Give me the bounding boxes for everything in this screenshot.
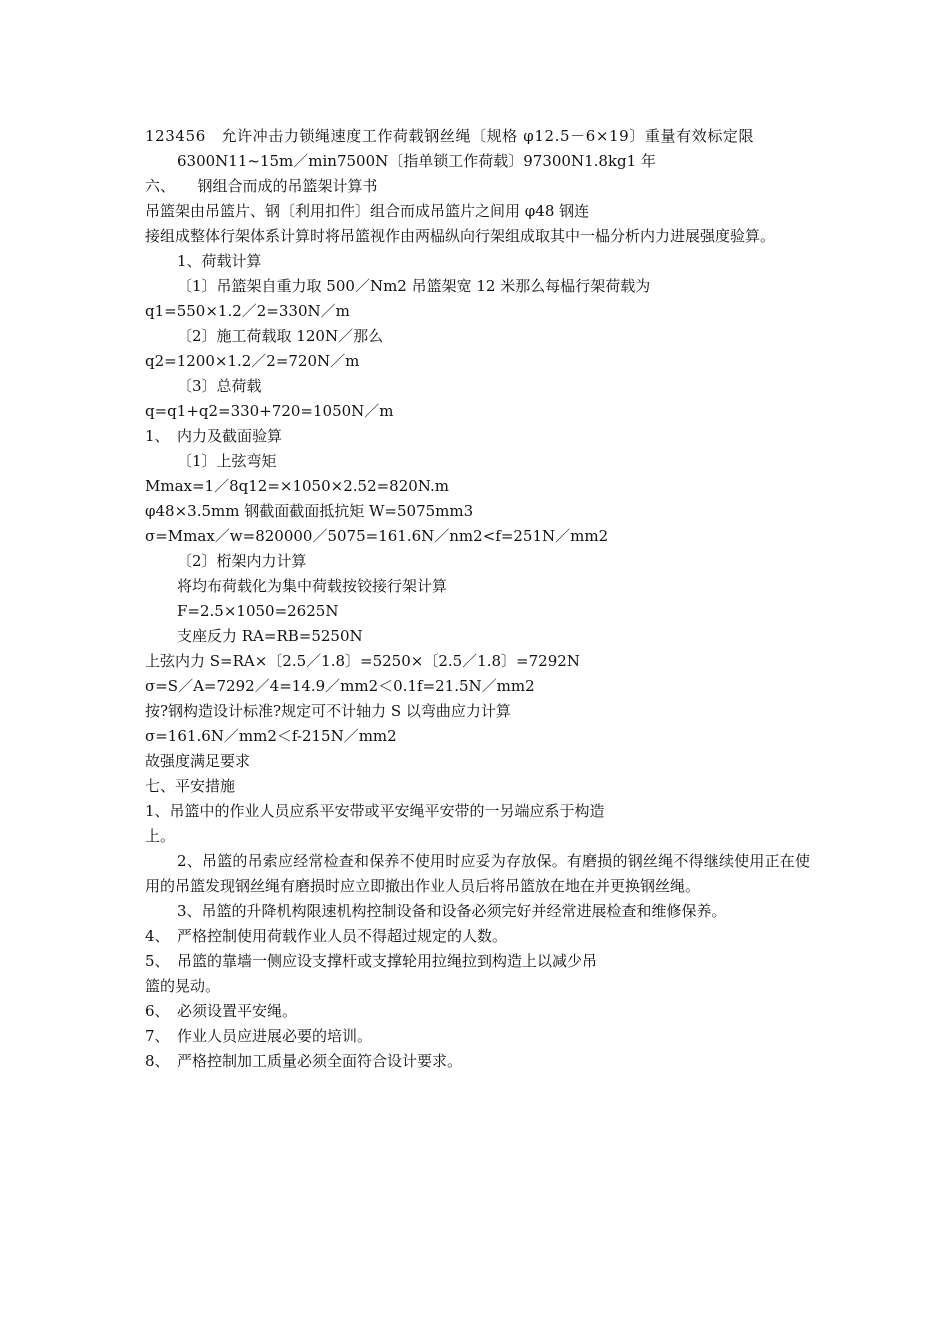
subheading: 1、 内力及截面验算 bbox=[145, 427, 283, 445]
formula-line: q=q1+q2=330+720=1050N／m bbox=[145, 402, 394, 420]
formula-line: q1=550×1.2／2=330N／m bbox=[145, 302, 350, 320]
text-line: 按?钢构造设计标准?规定可不计轴力 S 以弯曲应力计算 bbox=[145, 702, 511, 720]
formula-line: q2=1200×1.2／2=720N／m bbox=[145, 352, 360, 370]
text-line: 篮的晃动。 bbox=[145, 977, 221, 995]
subheading: 1、荷载计算 bbox=[177, 252, 262, 270]
text-line: 〔1〕吊篮架自重力取 500／Nm2 吊篮架宽 12 米那么每榀行架荷载为 bbox=[177, 277, 651, 295]
section-heading: 七、平安措施 bbox=[145, 777, 236, 795]
formula-line: σ=161.6N／mm2＜f-215N／mm2 bbox=[145, 727, 397, 745]
text-line: 〔2〕桁架内力计算 bbox=[177, 552, 307, 570]
text-line: 123456 允许冲击力锁绳速度工作荷载钢丝绳〔规格 φ12.5－6×19〕重量有效标定限 bbox=[145, 127, 755, 145]
formula-line: 上弦内力 S=RA×〔2.5／1.8〕=5250×〔2.5／1.8〕=7292N bbox=[145, 652, 580, 670]
text-line: 〔1〕上弦弯矩 bbox=[177, 452, 277, 470]
paragraph: 接组成整体行架体系计算时将吊篮视作由两榀纵向行架组成取其中一榀分析内力进展强度验算。 bbox=[145, 227, 776, 245]
text-line: 〔2〕施工荷载取 120N／那么 bbox=[177, 327, 384, 345]
formula-line: σ=S／A=7292／4=14.9／mm2＜0.1f=21.5N／mm2 bbox=[145, 677, 535, 695]
list-item: 8、 严格控制加工质量必须全面符合设计要求。 bbox=[145, 1052, 463, 1070]
list-item: 7、 作业人员应进展必要的培训。 bbox=[145, 1027, 373, 1045]
list-item: 6、 必须设置平安绳。 bbox=[145, 1002, 298, 1020]
document-body bbox=[145, 124, 810, 1074]
list-item: 5、 吊篮的靠墙一侧应设支撑杆或支撑轮用拉绳拉到构造上以减少吊 bbox=[145, 952, 598, 970]
formula-line: σ=Mmax／w=820000／5075=161.6N／nm2<f=251N／mm2 bbox=[145, 527, 609, 545]
paragraph: 2、吊篮的吊索应经常检查和保养不使用时应妥为存放保。有磨损的钢丝绳不得继续使用正在使用的吊篮发现钢丝绳有磨损时应立即撤出作业人员后将吊篮放在地在并更换钢丝绳。 bbox=[145, 852, 810, 895]
text-line: 6300N11~15m／min7500N〔指单锁工作荷载〕97300N1.8kg1 年 bbox=[177, 152, 656, 170]
formula-line: 支座反力 RA=RB=5250N bbox=[177, 627, 363, 645]
text-line: 3、吊篮的升降机构限速机构控制设备和设备必须完好并经常进展检查和维修保养。 bbox=[177, 902, 727, 920]
list-item: 4、 严格控制使用荷载作业人员不得超过规定的人数。 bbox=[145, 927, 508, 945]
formula-line: Mmax=1／8q12=×1050×2.52=820N.m bbox=[145, 477, 449, 495]
text-line: 故强度满足要求 bbox=[145, 752, 251, 770]
text-line: 〔3〕总荷载 bbox=[177, 377, 262, 395]
text-line: 上。 bbox=[145, 827, 176, 845]
text-line: 将均布荷载化为集中荷载按铰接行架计算 bbox=[177, 577, 448, 595]
formula-line: φ48×3.5mm 钢截面截面抵抗矩 W=5075mm3 bbox=[145, 502, 474, 520]
section-heading: 六、 钢组合而成的吊篮架计算书 bbox=[145, 177, 378, 195]
text-line: 吊篮架由吊篮片、钢〔利用扣件〕组合而成吊篮片之间用 φ48 钢连 bbox=[145, 202, 590, 220]
formula-line: F=2.5×1050=2625N bbox=[177, 602, 339, 620]
text-line: 1、吊篮中的作业人员应系平安带或平安绳平安带的一另端应系于构造 bbox=[145, 802, 605, 820]
